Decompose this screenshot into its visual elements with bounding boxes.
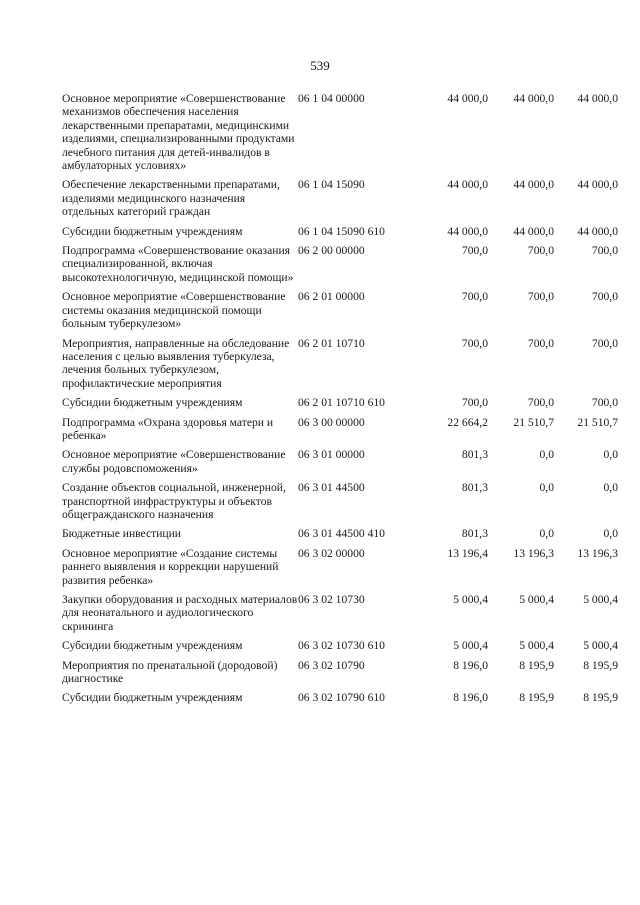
expense-name-cell: Субсидии бюджетным учреждениям	[62, 691, 243, 705]
amount-year1-cell: 801,3	[461, 527, 488, 541]
amount-year1-cell: 801,3	[461, 448, 488, 462]
amount-year3-cell: 44 000,0	[577, 92, 618, 105]
amount-year2-cell: 8 195,9	[519, 691, 554, 705]
amount-year1-cell: 700,0	[461, 336, 488, 350]
amount-year1-cell: 801,3	[461, 481, 488, 495]
budget-code-cell: 06 3 02 00000	[298, 546, 365, 560]
budget-table	[62, 92, 618, 711]
expense-name-cell: Создание объектов социальной, инженерной, транспортной инфраструктуры и объектов общегражданского назначения	[62, 481, 286, 521]
budget-code-cell: 06 3 02 10730 610	[298, 639, 385, 653]
amount-year1-cell: 8 196,0	[453, 691, 488, 705]
budget-code-cell: 06 3 02 10730	[298, 593, 365, 606]
budget-code-cell: 06 2 00 00000	[298, 244, 365, 258]
table-row	[62, 244, 618, 290]
expense-name-cell: Подпрограмма «Совершенствование оказания специализированной, включая высокотехнологичную, медицинской помощи»	[62, 244, 294, 284]
amount-year2-cell: 700,0	[527, 396, 554, 410]
budget-code-cell: 06 3 02 10790	[298, 658, 365, 672]
table-row	[62, 416, 618, 449]
amount-year2-cell: 44 000,0	[513, 224, 554, 238]
amount-year2-cell: 700,0	[527, 244, 554, 258]
table-row	[62, 178, 618, 224]
amount-year3-cell: 21 510,7	[577, 415, 618, 429]
amount-year3-cell: 44 000,0	[577, 224, 618, 238]
amount-year2-cell: 5 000,4	[519, 593, 554, 606]
amount-year2-cell: 700,0	[527, 290, 554, 304]
table-row	[62, 639, 618, 658]
table-row	[62, 691, 618, 710]
amount-year3-cell: 700,0	[591, 396, 618, 410]
table-body	[62, 92, 618, 711]
amount-year1-cell: 8 196,0	[453, 658, 488, 672]
budget-code-cell: 06 3 02 10790 610	[298, 691, 385, 705]
amount-year3-cell: 8 195,9	[583, 658, 618, 672]
table-row	[62, 527, 618, 546]
budget-code-cell: 06 1 04 00000	[298, 92, 365, 105]
amount-year2-cell: 0,0	[539, 527, 554, 541]
amount-year2-cell: 44 000,0	[513, 92, 554, 105]
table-row	[62, 547, 618, 593]
expense-name-cell: Субсидии бюджетным учреждениям	[62, 396, 243, 410]
expense-name-cell: Основное мероприятие «Создание системы раннего выявления и коррекции нарушений развития ребенка»	[62, 546, 279, 587]
expense-name-cell: Основное мероприятие «Совершенствование механизмов обеспечения населения лекарственными препаратами, медицинскими изделиями, специализированными продуктами лечебного питания для детей-инвалидов в амбулаторных условиях»	[62, 92, 295, 173]
expense-name-cell: Субсидии бюджетным учреждениям	[62, 224, 243, 238]
budget-code-cell: 06 2 01 10710 610	[298, 396, 385, 410]
amount-year3-cell: 0,0	[603, 448, 618, 462]
amount-year1-cell: 13 196,4	[447, 546, 488, 560]
amount-year3-cell: 44 000,0	[577, 178, 618, 192]
amount-year1-cell: 700,0	[461, 244, 488, 258]
amount-year2-cell: 5 000,4	[519, 639, 554, 653]
expense-name-cell: Мероприятия по пренатальной (дородовой) диагностике	[62, 658, 278, 686]
budget-code-cell: 06 3 01 00000	[298, 448, 365, 462]
amount-year2-cell: 0,0	[539, 448, 554, 462]
expense-name-cell: Основное мероприятие «Совершенствование системы оказания медицинской помощи больным туберкулезом»	[62, 290, 286, 331]
expense-name-cell: Закупки оборудования и расходных материалов для неонатального и аудиологического скрининга	[62, 593, 298, 633]
amount-year1-cell: 44 000,0	[447, 178, 488, 192]
expense-name-cell: Мероприятия, направленные на обследование населения с целью выявления туберкулеза, лечения больных туберкулезом, профилактические мероприятия	[62, 336, 290, 390]
table-row	[62, 396, 618, 415]
budget-code-cell: 06 3 01 44500 410	[298, 527, 385, 541]
amount-year1-cell: 44 000,0	[447, 92, 488, 105]
amount-year1-cell: 5 000,4	[453, 593, 488, 606]
amount-year3-cell: 5 000,4	[583, 639, 618, 653]
amount-year3-cell: 0,0	[603, 481, 618, 495]
page-number: 539	[310, 58, 330, 73]
budget-code-cell: 06 1 04 15090	[298, 178, 365, 192]
table-row	[62, 337, 618, 397]
amount-year2-cell: 700,0	[527, 336, 554, 350]
expense-name-cell: Бюджетные инвестиции	[62, 527, 182, 541]
amount-year1-cell: 22 664,2	[447, 415, 488, 429]
table-row	[62, 481, 618, 527]
expense-name-cell: Субсидии бюджетным учреждениям	[62, 639, 243, 653]
table-row	[62, 225, 618, 244]
amount-year1-cell: 5 000,4	[453, 639, 488, 653]
amount-year3-cell: 0,0	[603, 527, 618, 541]
expense-name-cell: Обеспечение лекарственными препаратами, изделиями медицинского назначения отдельных категорий граждан	[62, 178, 280, 219]
budget-code-cell: 06 3 01 44500	[298, 481, 365, 495]
expense-name-cell: Подпрограмма «Охрана здоровья матери и ребенка»	[62, 415, 274, 442]
amount-year2-cell: 21 510,7	[513, 415, 554, 429]
table-row	[62, 593, 618, 639]
table-row	[62, 92, 618, 178]
amount-year1-cell: 700,0	[461, 290, 488, 304]
amount-year1-cell: 44 000,0	[447, 224, 488, 238]
amount-year2-cell: 0,0	[539, 481, 554, 495]
budget-code-cell: 06 2 01 00000	[298, 290, 365, 304]
table-row	[62, 290, 618, 336]
budget-code-cell: 06 3 00 00000	[298, 415, 365, 429]
amount-year3-cell: 8 195,9	[583, 691, 618, 705]
budget-code-cell: 06 1 04 15090 610	[298, 224, 385, 238]
table-row	[62, 448, 618, 481]
amount-year3-cell: 700,0	[591, 244, 618, 258]
table-row	[62, 659, 618, 692]
amount-year3-cell: 5 000,4	[583, 593, 618, 606]
amount-year3-cell: 700,0	[591, 290, 618, 304]
amount-year3-cell: 13 196,3	[577, 546, 618, 560]
amount-year3-cell: 700,0	[591, 336, 618, 350]
amount-year2-cell: 13 196,3	[513, 546, 554, 560]
expense-name-cell: Основное мероприятие «Совершенствование службы родовспоможения»	[62, 448, 286, 475]
budget-code-cell: 06 2 01 10710	[298, 336, 365, 350]
amount-year2-cell: 44 000,0	[513, 178, 554, 192]
amount-year1-cell: 700,0	[461, 396, 488, 410]
amount-year2-cell: 8 195,9	[519, 658, 554, 672]
